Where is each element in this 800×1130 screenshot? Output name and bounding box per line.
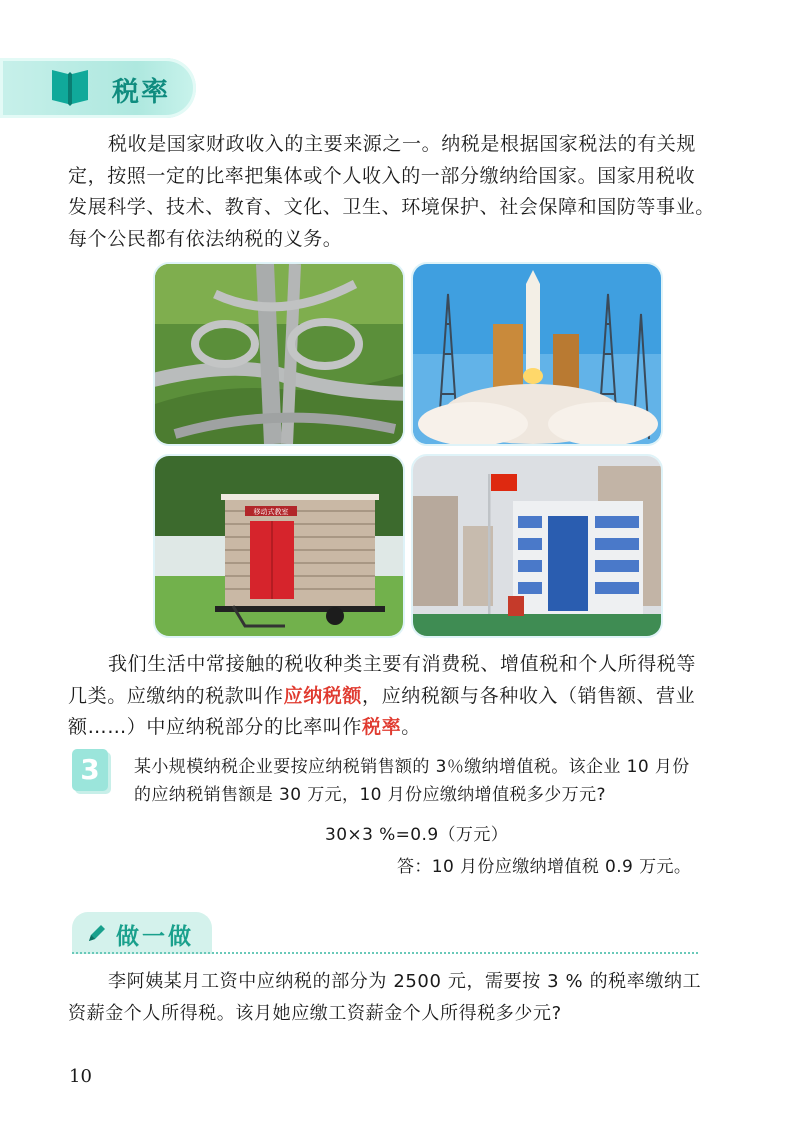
example-problem [134,753,734,809]
pencil-icon [86,922,108,944]
practice-title: 做一做 [116,924,194,950]
trailer-sign: 移动式教室 [253,508,289,516]
tax-types-line: 额……）中应纳税部分的比率叫作税率。 [68,716,421,738]
intro-paragraph [68,129,732,255]
practice-line: 李阿姨某月工资中应纳税的部分为 2500 元，需要按 3 % 的税率缴纳工 [108,971,702,992]
practice-divider [72,952,698,954]
problem-line: 某小规模纳税企业要按应纳税销售额的 3％缴纳增值税。该企业 10 月份 [134,757,690,777]
rocket-launch-photo [411,262,663,446]
book-icon [50,64,90,106]
section-title: 税率 [112,77,170,108]
example-answer: 答：10 月份应缴纳增值税 0.9 万元。 [397,857,692,877]
tax-types-line: 我们生活中常接触的税收种类主要有消费税、增值税和个人所得税等 [108,653,697,675]
tax-types-line: 几类。应缴纳的税款叫作应纳税额，应纳税额与各种收入（销售额、营业 [68,684,696,707]
intro-line: 发展科学、技术、教育、文化、卫生、环境保护、社会保障和国防等事业。 [68,196,715,218]
tax-types-paragraph [68,649,732,744]
page-number: 10 [69,1066,92,1087]
example-calculation: 30×3 %=0.9（万元） [325,825,509,845]
mobile-classroom-photo [153,454,405,638]
intro-line: 定，按照一定的比率把集体或个人收入的一部分缴纳给国家。国家用税收 [68,164,696,187]
intro-line: 每个公民都有依法纳税的义务。 [68,227,343,250]
practice-paragraph [68,966,732,1029]
practice-line: 资薪金个人所得税。该月她应缴工资薪金个人所得税多少元? [68,1002,562,1024]
school-building-photo [411,454,663,638]
problem-line: 的应纳税销售额是 30 万元，10 月份应缴纳增值税多少万元? [134,785,606,805]
intro-line: 税收是国家财政收入的主要来源之一。纳税是根据国家税法的有关规 [108,133,697,155]
term-tax-rate: 税率 [362,716,402,738]
example-number: 3 [80,753,100,786]
term-payable-tax: 应纳税额 [283,684,363,707]
highway-interchange-photo [153,262,405,446]
